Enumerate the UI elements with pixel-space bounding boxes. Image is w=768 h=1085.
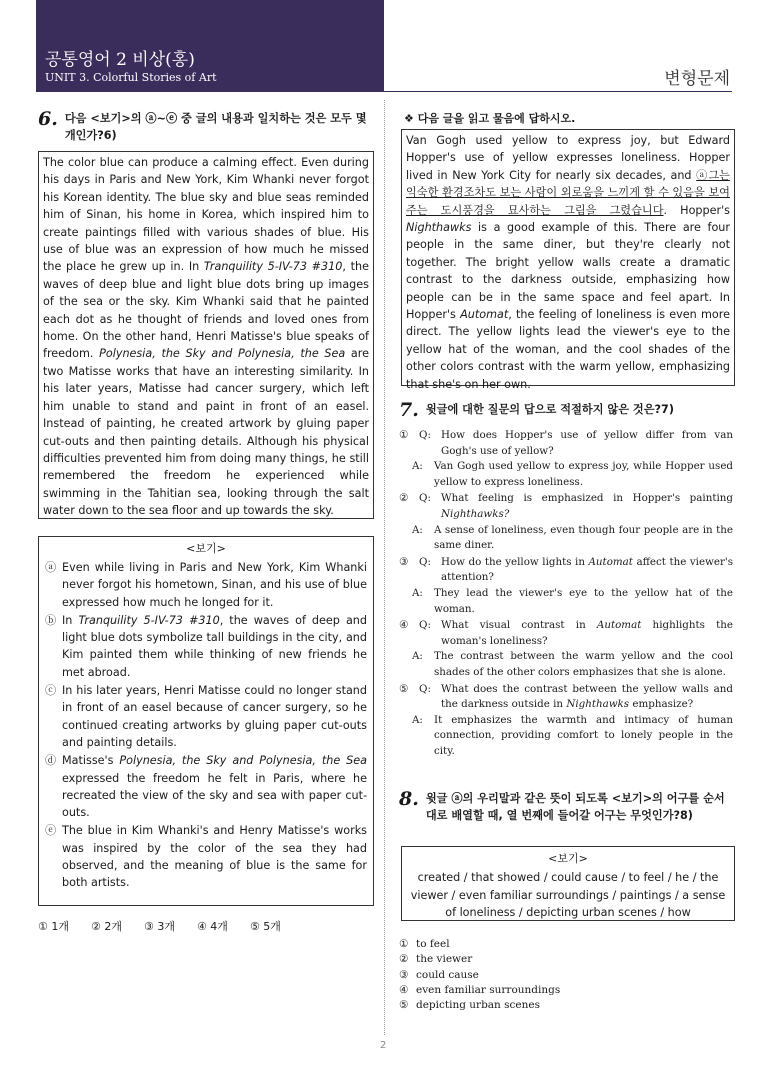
q8-option[interactable]	[399, 937, 733, 952]
q6-heading	[38, 110, 374, 144]
option-marker: ①	[399, 429, 409, 441]
q6-passage-italic: Polynesia, the Sky and Polynesia, the Sea	[99, 347, 346, 361]
q8-bogi-title: <보기>	[548, 852, 588, 865]
q8-options	[399, 937, 733, 1013]
q6-bogi-list	[39, 559, 373, 892]
bogi-text: The blue in Kim Whanki's and Henry Matisse's works was inspired by the color of the sea they had observed, and the meaning of blue is the same for both artists.	[62, 824, 367, 890]
option-question: What feeling is emphasized in Hopper's painting Nighthawks?	[441, 492, 733, 520]
bogi-item	[45, 682, 367, 751]
passage-2-text: Van Gogh used yellow to express joy, but Edward Hopper's use of yellow expresses loneliness. Hopper lived in New York City for nearly six decades, and	[406, 134, 730, 182]
passage-2-text: . Hopper's	[663, 203, 730, 217]
q8-bogi-box	[401, 846, 735, 921]
bogi-marker: ⓑ	[45, 613, 57, 627]
q6-passage-italic: Tranquility 5-IV-73 #310	[203, 260, 343, 274]
option-marker: ②	[399, 492, 409, 505]
answer-choice[interactable]: ② 2개	[90, 920, 122, 933]
bogi-marker: ⓓ	[45, 754, 57, 768]
q6-passage	[38, 151, 374, 519]
q6-number: 6.	[38, 108, 58, 130]
option-text: could cause	[416, 968, 479, 981]
answer-choice[interactable]: ① 1개	[38, 920, 69, 933]
bogi-text: In his later years, Henri Matisse could no longer stand in front of an easel because of cancer surgery, so he continued creating artworks by gluing paper cut-outs and painting details.	[62, 684, 367, 749]
passage-2-text: , the feeling of loneliness is even more direct. The yellow lights lead the viewer's eye to the yellow hat of the woman, and the cool shades of the other colors contrast with the warm yellow, emphasizing that she's on her own.	[406, 308, 731, 391]
q7-heading	[399, 401, 735, 420]
answer-choice[interactable]: ⑤ 5개	[249, 920, 281, 933]
bogi-marker: ⓔ	[45, 824, 57, 838]
q8-option[interactable]	[399, 968, 733, 983]
option-marker: ①	[399, 938, 409, 950]
option-marker: ⑤	[399, 999, 409, 1012]
q7-options	[399, 428, 733, 760]
bogi-text: Even while living in Paris and New York, Kim Whanki never forgot his hometown, Sinan, and his use of blue expressed how much he longed for it.	[62, 561, 367, 609]
q8-option[interactable]	[399, 998, 733, 1013]
bogi-item	[45, 822, 367, 891]
q6-answer-choices	[38, 918, 281, 934]
q7-option[interactable]: ① Q: How does Hopper's use of yellow differ from van Gogh's use of yellow? A: Van Gogh used yellow to express joy, while Hopper used yellow to express loneliness.	[399, 428, 733, 490]
option-text: depicting urban scenes	[416, 999, 541, 1012]
option-marker: ③	[399, 968, 409, 981]
option-question: What does the contrast between the yellow walls and the darkness outside in Nighthawks emphasize?	[441, 682, 733, 711]
option-answer: They lead the viewer's eye to the yellow hat of the woman.	[434, 586, 733, 615]
option-text: to feel	[416, 938, 450, 950]
passage-2-underlined: ⓐ그는 익숙한 환경조차도 보는 사람이 외로움을 느끼게 할 수 있음을 보여주는 도시풍경을 묘사하는 그림을 그렸습니다	[406, 168, 730, 217]
option-question: How do the yellow lights in Automat affect the viewer's attention?	[441, 555, 733, 584]
bogi-text: Matisse's Polynesia, the Sky and Polynesia, the Sea expressed the freedom he felt in Paris, where he recreated the view of the sky and sea with paper cut-outs.	[62, 754, 367, 820]
q8-heading	[399, 790, 735, 824]
header-right-label: 변형문제	[664, 69, 730, 89]
header-subtitle: UNIT 3. Colorful Stories of Art	[45, 71, 217, 84]
option-marker: ④	[399, 983, 409, 996]
q6-text: 다음 <보기>의 ⓐ~ⓔ 중 글의 내용과 일치하는 것은 모두 몇 개인가?6)	[64, 112, 367, 142]
option-answer: It emphasizes the warmth and intimacy of human connection, providing comfort to lonely people in the city.	[434, 713, 733, 757]
passage-2	[401, 129, 735, 391]
option-answer: The contrast between the warm yellow and the cool shades of the other colors emphasizes that she is alone.	[434, 650, 733, 678]
passage-2-italic: Nighthawks	[406, 221, 472, 235]
option-question: How does Hopper's use of yellow differ from van Gogh's use of yellow?	[441, 429, 733, 457]
q6-passage-text: are two Matisse works that have an interesting similarity. In his later years, Matisse had cancer surgery, which left him unable to stand and paint in front of an easel. Instead of painting, he created artwork by gluing paper cut-outs and then painting details. Although his physical difficulties prevented him from doing many things, he still remembered the freedom he experienced while swimming in the Tahitian sea, looking through the salt water down to the sea floor and up towards the sky.	[43, 347, 370, 518]
bogi-item	[45, 612, 367, 681]
q6-bogi-box	[38, 536, 374, 906]
q7-option[interactable]: ⑤ Q: What does the contrast between the yellow walls and the darkness outside in Nighthawks emphasize? A: It emphasizes the warmth and intimacy of human connection, providing comfort to lonely people in the city.	[399, 682, 733, 760]
option-question: What visual contrast in Automat highlights the woman's loneliness?	[441, 619, 734, 647]
bogi-marker: ⓒ	[45, 684, 57, 698]
option-text: the viewer	[416, 953, 473, 966]
header-title: 공통영어 2 비상(홍)	[45, 50, 195, 70]
option-marker: ⑤	[399, 682, 409, 695]
option-answer: A sense of loneliness, even though four people are in the same diner.	[434, 523, 733, 552]
option-answer: Van Gogh used yellow to express joy, while Hopper used yellow to express loneliness.	[434, 460, 733, 488]
q8-number: 8.	[399, 788, 419, 810]
bogi-item	[45, 752, 367, 821]
option-marker: ④	[399, 619, 409, 632]
q8-option[interactable]	[399, 952, 733, 967]
passage-2-text: is a good example of this. There are four people in the same diner, but they're clearly not together. The bright yellow walls create a dramatic contrast to the darkness outside, emphasizing how people can be in the same space and feel apart. In Hopper's	[406, 221, 730, 322]
option-marker: ③	[399, 555, 409, 568]
column-divider	[384, 100, 385, 1035]
q7-option[interactable]: ③ Q: How do the yellow lights in Automat affect the viewer's attention? A: They lead the viewer's eye to the yellow hat of the woman.	[399, 555, 733, 617]
q7-option[interactable]: ② Q: What feeling is emphasized in Hopper's painting Nighthawks? A: A sense of loneliness, even though four people are in the same diner.	[399, 491, 733, 553]
header-rule	[384, 91, 732, 92]
passage-2-italic: Automat	[460, 308, 509, 322]
option-marker: ②	[399, 953, 409, 966]
answer-choice[interactable]: ③ 3개	[143, 920, 175, 933]
q8-option[interactable]	[399, 983, 733, 998]
instruction: ❖ 다음 글을 읽고 물음에 답하시오.	[404, 112, 576, 125]
bogi-marker: ⓐ	[45, 561, 57, 574]
q6-passage-text: , the waves of deep blue and light blue dots bring up images of the sea or the sky. Kim Whanki said that he painted each dot as he thought of friends and loved ones from home. On the other hand, Henri Matisse's blue speaks of freedom.	[43, 260, 369, 361]
q7-number: 7.	[399, 399, 419, 421]
q8-text: 윗글 ⓐ의 우리말과 같은 뜻이 되도록 <보기>의 어구를 순서대로 배열할 때, 열 번째에 들어갈 어구는 무엇인가?8)	[425, 792, 725, 822]
page-number: 2	[380, 1040, 387, 1051]
q7-option[interactable]: ④ Q: What visual contrast in Automat highlights the woman's loneliness? A: The contrast between the warm yellow and the cool shades of the other colors emphasizes that she is alone.	[399, 618, 733, 680]
q7-text: 윗글에 대한 질문의 답으로 적절하지 않은 것은?7)	[425, 403, 674, 416]
bogi-text: In Tranquility 5-IV-73 #310, the waves of deep and light blue dots symbolize tall buildings in the city, and Kim painted them while thinking of new friends he met abroad.	[62, 613, 367, 679]
answer-choice[interactable]: ④ 4개	[196, 920, 228, 933]
bogi-item	[45, 559, 367, 611]
q6-bogi-title: <보기>	[186, 542, 226, 555]
q8-bogi-text: created / that showed / could cause / to feel / he / the viewer / even familiar surroundings / paintings / a sense of loneliness / depicting urban scenes / how	[410, 871, 726, 919]
q6-passage-text: The color blue can produce a calming effect. Even during his days in Paris and New York, Kim Whanki never forgot his Korean identity. The blue sky and blue seas reminded him of Sinan, his home in Korea, which inspired him to create paintings filled with various shades of blue. His use of blue was an expression of how much he missed the place he grew up in. In	[43, 156, 369, 274]
option-text: even familiar surroundings	[416, 983, 561, 996]
